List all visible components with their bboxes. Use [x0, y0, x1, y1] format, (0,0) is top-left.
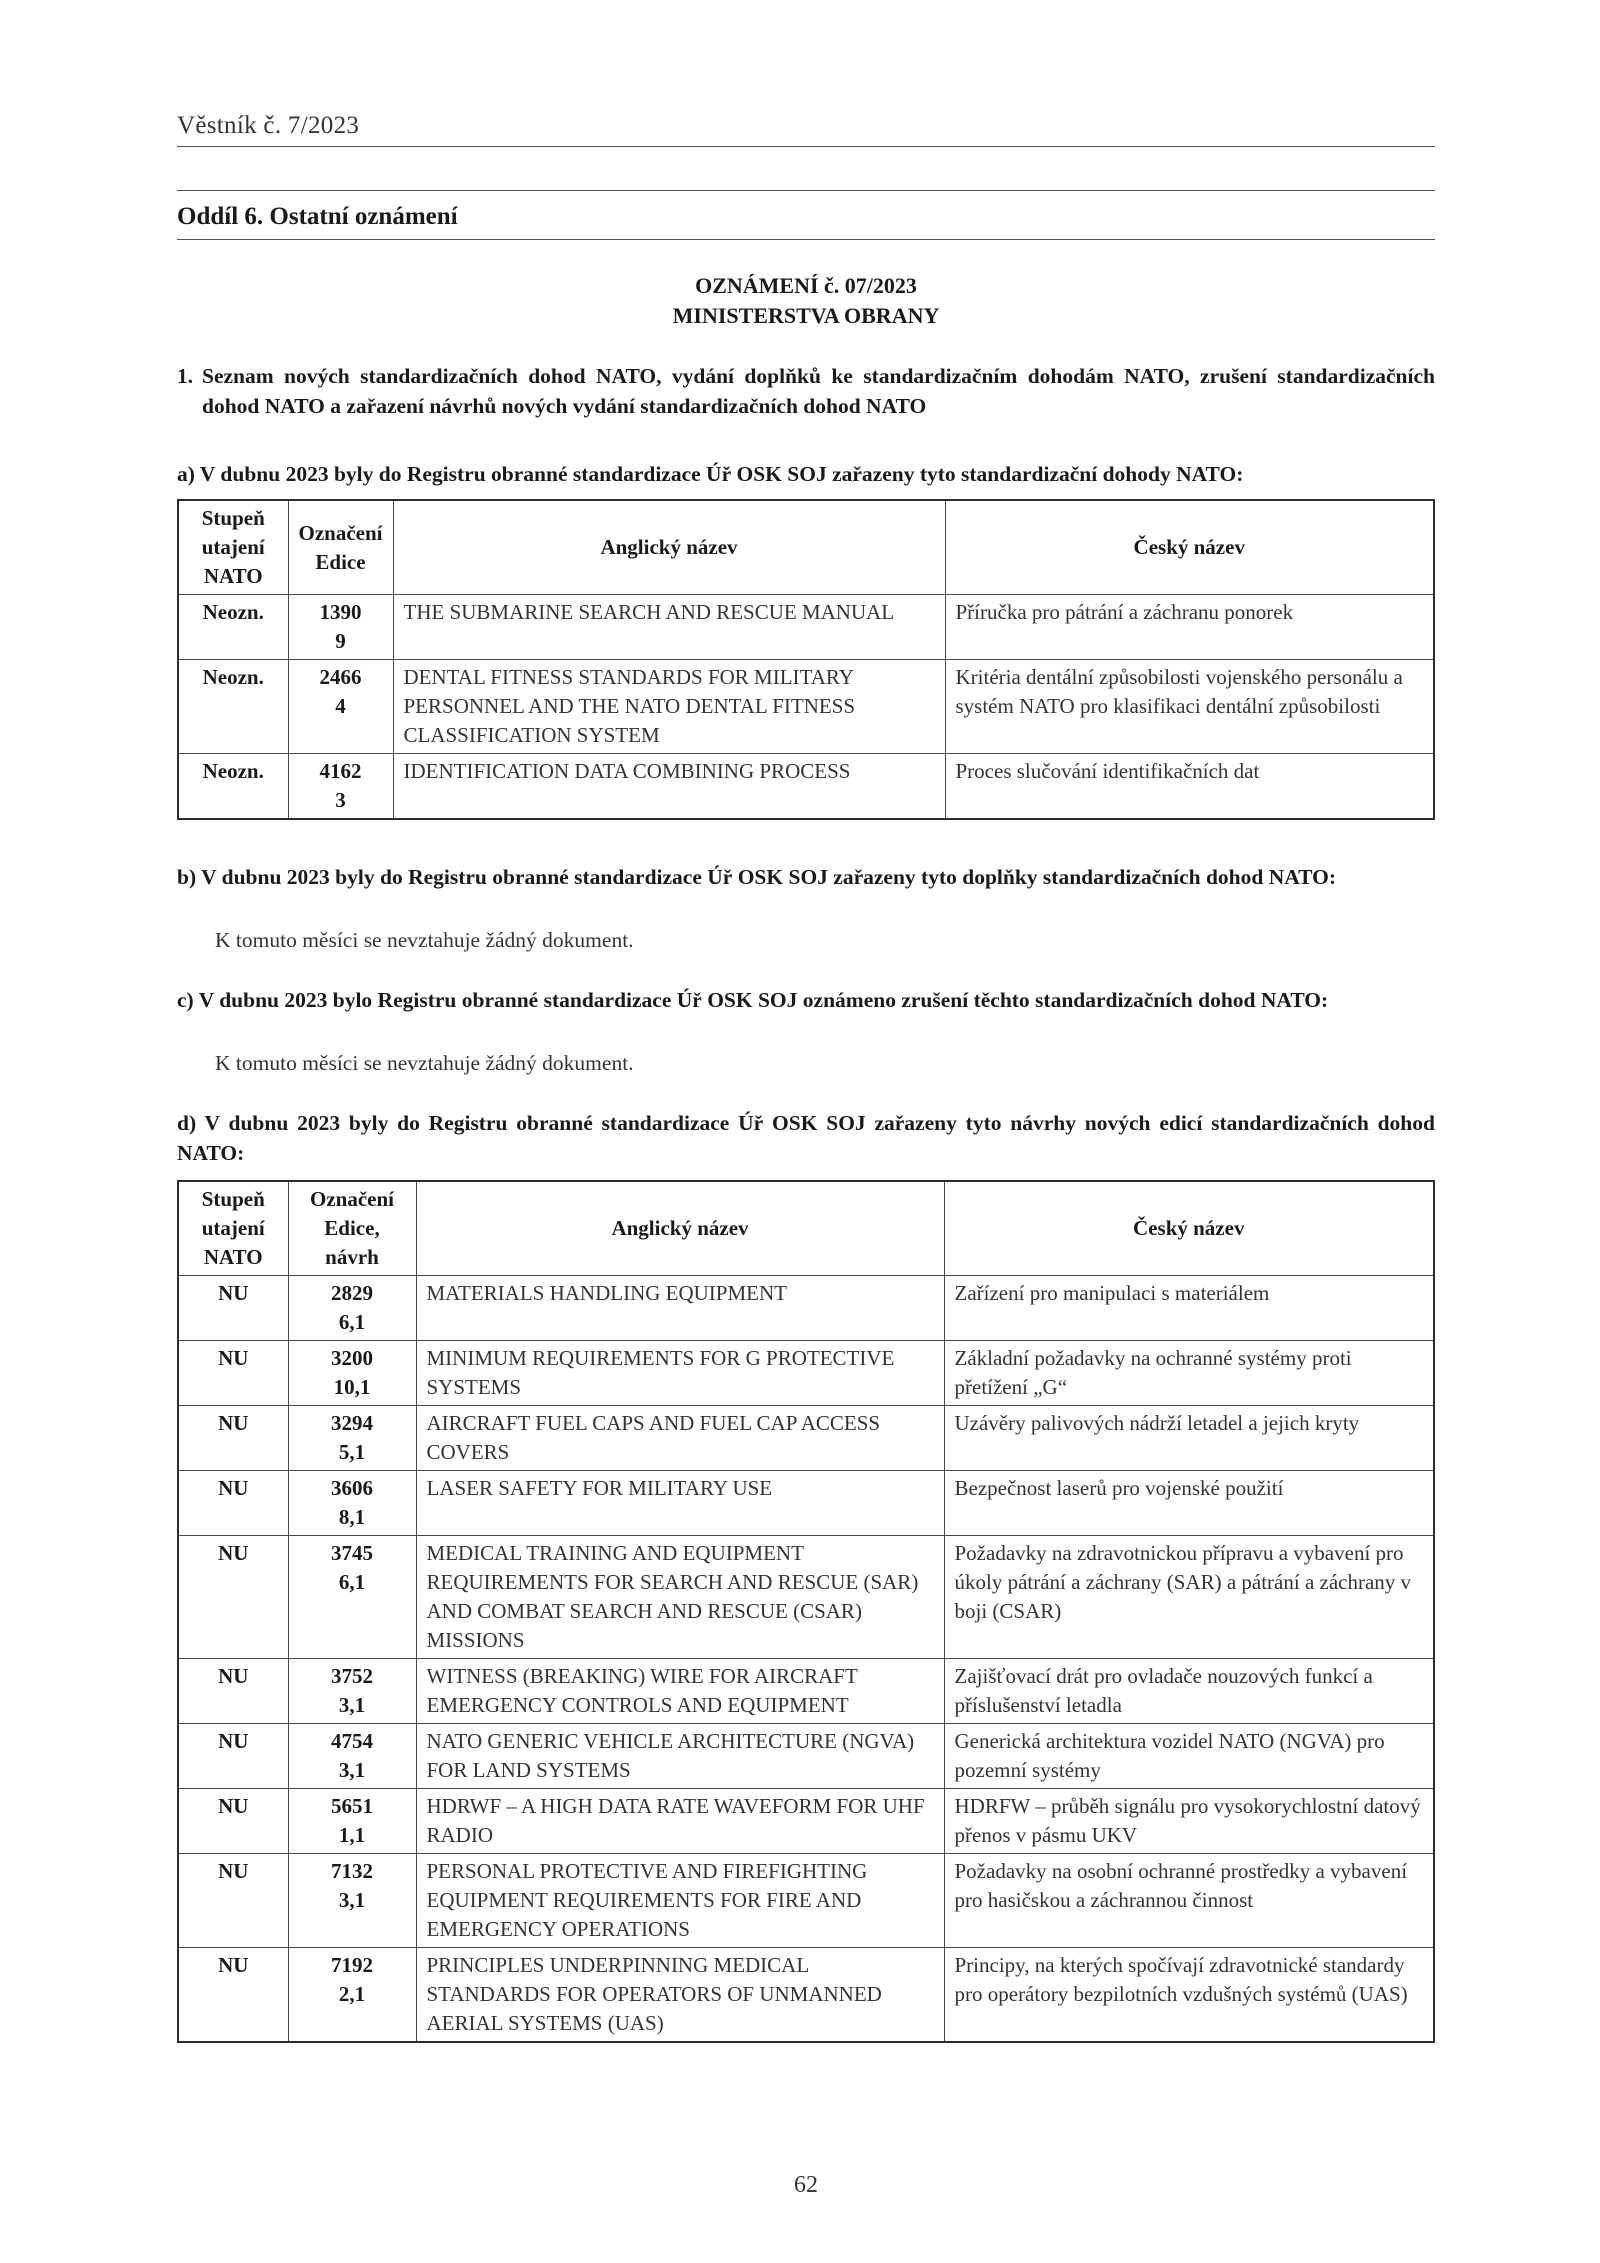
classification-cell: NU — [178, 1536, 288, 1659]
part-b-note: K tomuto měsíci se nevztahuje žádný dokument. — [215, 928, 634, 952]
page-number: 62 — [794, 2172, 818, 2198]
designation-cell — [288, 1854, 416, 1948]
designation-cell — [288, 660, 393, 754]
item-1-number: 1. — [177, 364, 194, 388]
standard-number: 3745 — [331, 1541, 373, 1565]
english-title-cell: NATO GENERIC VEHICLE ARCHITECTURE (NGVA) FOR LAND SYSTEMS — [416, 1724, 944, 1789]
edition: 2,1 — [338, 1982, 366, 2006]
czech-title-cell: Principy, na kterých spočívají zdravotnické standardy pro operátory bezpilotních vzdušných systémů (UAS) — [944, 1948, 1434, 2043]
standard-number: 2466 — [319, 665, 362, 689]
table-row — [178, 1854, 1434, 1948]
classification-cell: Neozn. — [178, 754, 288, 820]
col-english: Anglický název — [393, 500, 945, 595]
standard-number: 3200 — [331, 1346, 373, 1370]
part-d-heading — [177, 1108, 1435, 1168]
designation-cell — [288, 1948, 416, 2043]
section-rule-bottom — [177, 239, 1435, 240]
czech-title-cell: HDRFW – průběh signálu pro vysokorychlostní datový přenos v pásmu UKV — [944, 1789, 1434, 1854]
english-title-cell: MATERIALS HANDLING EQUIPMENT — [416, 1276, 944, 1341]
part-c-label: c) — [177, 988, 194, 1012]
english-title-cell: DENTAL FITNESS STANDARDS FOR MILITARY PERSONNEL AND THE NATO DENTAL FITNESS CLASSIFICATION SYSTEM — [393, 660, 945, 754]
header-rule — [177, 146, 1435, 147]
czech-title-cell: Uzávěry palivových nádrží letadel a jejich kryty — [944, 1406, 1434, 1471]
czech-title-cell: Kritéria dentální způsobilosti vojenského personálu a systém NATO pro klasifikaci dentální způsobilosti — [945, 660, 1434, 754]
standard-number: 7192 — [331, 1953, 373, 1977]
table-row — [178, 1948, 1434, 2043]
part-a-label: a) — [177, 462, 195, 486]
part-b-label: b) — [177, 865, 197, 889]
part-d-text: V dubnu 2023 byly do Registru obranné standardizace Úř OSK SOJ zařazeny tyto návrhy nových edicí standardizačních dohod NATO: — [177, 1111, 1435, 1165]
edition: 4 — [335, 694, 346, 718]
designation-cell — [288, 1659, 416, 1724]
czech-title-cell: Bezpečnost laserů pro vojenské použití — [944, 1471, 1434, 1536]
table-row — [178, 1471, 1434, 1536]
edition: 3 — [335, 788, 346, 812]
table-row — [178, 1536, 1434, 1659]
standard-number: 2829 — [331, 1281, 373, 1305]
part-c-note: K tomuto měsíci se nevztahuje žádný dokument. — [215, 1051, 634, 1075]
section-rule-top — [177, 190, 1435, 191]
classification-cell: NU — [178, 1854, 288, 1948]
czech-title-cell: Generická architektura vozidel NATO (NGVA) pro pozemní systémy — [944, 1724, 1434, 1789]
table-row — [178, 595, 1434, 660]
classification-cell: Neozn. — [178, 595, 288, 660]
part-c-heading — [177, 985, 1435, 1015]
designation-cell — [288, 1471, 416, 1536]
part-b-text: V dubnu 2023 byly do Registru obranné standardizace Úř OSK SOJ zařazeny tyto doplňky standardizačních dohod NATO: — [201, 865, 1337, 889]
english-title-cell: PRINCIPLES UNDERPINNING MEDICAL STANDARDS FOR OPERATORS OF UNMANNED AERIAL SYSTEMS (UAS) — [416, 1948, 944, 2043]
english-title-cell: LASER SAFETY FOR MILITARY USE — [416, 1471, 944, 1536]
table-a — [177, 499, 1435, 820]
table-row — [178, 1341, 1434, 1406]
part-a-text: V dubnu 2023 byly do Registru obranné standardizace Úř OSK SOJ zařazeny tyto standardizační dohody NATO: — [199, 462, 1244, 486]
item-1 — [177, 361, 1435, 421]
english-title-cell: THE SUBMARINE SEARCH AND RESCUE MANUAL — [393, 595, 945, 660]
czech-title-cell: Proces slučování identifikačních dat — [945, 754, 1434, 820]
table-d — [177, 1180, 1435, 2043]
table-row — [178, 1789, 1434, 1854]
czech-title-cell: Zařízení pro manipulaci s materiálem — [944, 1276, 1434, 1341]
standard-number: 3294 — [331, 1411, 373, 1435]
edition: 8,1 — [338, 1505, 366, 1529]
designation-cell — [288, 1341, 416, 1406]
standard-number: 4754 — [331, 1729, 373, 1753]
edition: 6,1 — [338, 1570, 366, 1594]
edition: 10,1 — [333, 1375, 371, 1399]
part-c-text: V dubnu 2023 bylo Registru obranné standardizace Úř OSK SOJ oznámeno zrušení těchto standardizačních dohod NATO: — [198, 988, 1329, 1012]
english-title-cell: HDRWF – A HIGH DATA RATE WAVEFORM FOR UHF RADIO — [416, 1789, 944, 1854]
designation-cell — [288, 754, 393, 820]
czech-title-cell: Příručka pro pátrání a záchranu ponorek — [945, 595, 1434, 660]
classification-cell: NU — [178, 1341, 288, 1406]
english-title-cell: PERSONAL PROTECTIVE AND FIREFIGHTING EQUIPMENT REQUIREMENTS FOR FIRE AND EMERGENCY OPERATIONS — [416, 1854, 944, 1948]
designation-cell — [288, 1724, 416, 1789]
col-czech: Český název — [945, 500, 1434, 595]
standard-number: 7132 — [331, 1859, 373, 1883]
table-row — [178, 1659, 1434, 1724]
table-row — [178, 1276, 1434, 1341]
czech-title-cell: Požadavky na osobní ochranné prostředky a vybavení pro hasičskou a záchrannou činnost — [944, 1854, 1434, 1948]
col-english: Anglický název — [416, 1181, 944, 1276]
running-header: Věstník č. 7/2023 — [177, 112, 360, 139]
standard-number: 3606 — [331, 1476, 373, 1500]
czech-title-cell: Požadavky na zdravotnickou přípravu a vybavení pro úkoly pátrání a záchrany (SAR) a pátrání a záchrany v boji (CSAR) — [944, 1536, 1434, 1659]
col-designation: Označení Edice, návrh — [288, 1181, 416, 1276]
classification-cell: NU — [178, 1724, 288, 1789]
edition: 3,1 — [338, 1888, 366, 1912]
col-classification: Stupeň utajení NATO — [178, 1181, 288, 1276]
part-a-heading — [177, 459, 1435, 489]
czech-title-cell: Základní požadavky na ochranné systémy proti přetížení „G“ — [944, 1341, 1434, 1406]
designation-cell — [288, 1789, 416, 1854]
classification-cell: NU — [178, 1471, 288, 1536]
edition: 1,1 — [338, 1823, 366, 1847]
classification-cell: NU — [178, 1789, 288, 1854]
table-d-header-row — [178, 1181, 1434, 1276]
classification-cell: NU — [178, 1659, 288, 1724]
english-title-cell: MEDICAL TRAINING AND EQUIPMENT REQUIREMENTS FOR SEARCH AND RESCUE (SAR) AND COMBAT SEARCH AND RESCUE (CSAR) MISSIONS — [416, 1536, 944, 1659]
classification-cell: Neozn. — [178, 660, 288, 754]
edition: 3,1 — [338, 1758, 366, 1782]
edition: 3,1 — [338, 1693, 366, 1717]
announcement-title: OZNÁMENÍ č. 07/2023 — [695, 273, 917, 298]
designation-cell — [288, 1276, 416, 1341]
english-title-cell: IDENTIFICATION DATA COMBINING PROCESS — [393, 754, 945, 820]
edition: 6,1 — [338, 1310, 366, 1334]
classification-cell: NU — [178, 1406, 288, 1471]
part-d-label: d) — [177, 1111, 197, 1135]
designation-cell — [288, 1406, 416, 1471]
edition: 5,1 — [338, 1440, 366, 1464]
designation-cell — [288, 1536, 416, 1659]
classification-cell: NU — [178, 1948, 288, 2043]
announcement-ministry: MINISTERSTVA OBRANY — [672, 303, 940, 328]
section-title: Oddíl 6. Ostatní oznámení — [177, 203, 458, 230]
standard-number: 3752 — [331, 1664, 373, 1688]
standard-number: 4162 — [319, 759, 362, 783]
col-designation: Označení Edice — [288, 500, 393, 595]
english-title-cell: AIRCRAFT FUEL CAPS AND FUEL CAP ACCESS COVERS — [416, 1406, 944, 1471]
table-row — [178, 1406, 1434, 1471]
item-1-text: Seznam nových standardizačních dohod NATO, vydání doplňků ke standardizačním dohodám NATO, zrušení standardizačních dohod NATO a zařazení návrhů nových vydání standardizačních dohod NATO — [202, 364, 1435, 418]
table-row — [178, 660, 1434, 754]
col-classification: Stupeň utajení NATO — [178, 500, 288, 595]
edition: 9 — [335, 629, 346, 653]
table-row — [178, 754, 1434, 820]
classification-cell: NU — [178, 1276, 288, 1341]
table-row — [178, 1724, 1434, 1789]
standard-number: 5651 — [331, 1794, 373, 1818]
part-b-heading — [177, 862, 1435, 892]
english-title-cell: MINIMUM REQUIREMENTS FOR G PROTECTIVE SYSTEMS — [416, 1341, 944, 1406]
english-title-cell: WITNESS (BREAKING) WIRE FOR AIRCRAFT EMERGENCY CONTROLS AND EQUIPMENT — [416, 1659, 944, 1724]
standard-number: 1390 — [319, 600, 362, 624]
col-czech: Český název — [944, 1181, 1434, 1276]
table-a-header-row — [178, 500, 1434, 595]
designation-cell — [288, 595, 393, 660]
czech-title-cell: Zajišťovací drát pro ovladače nouzových funkcí a příslušenství letadla — [944, 1659, 1434, 1724]
